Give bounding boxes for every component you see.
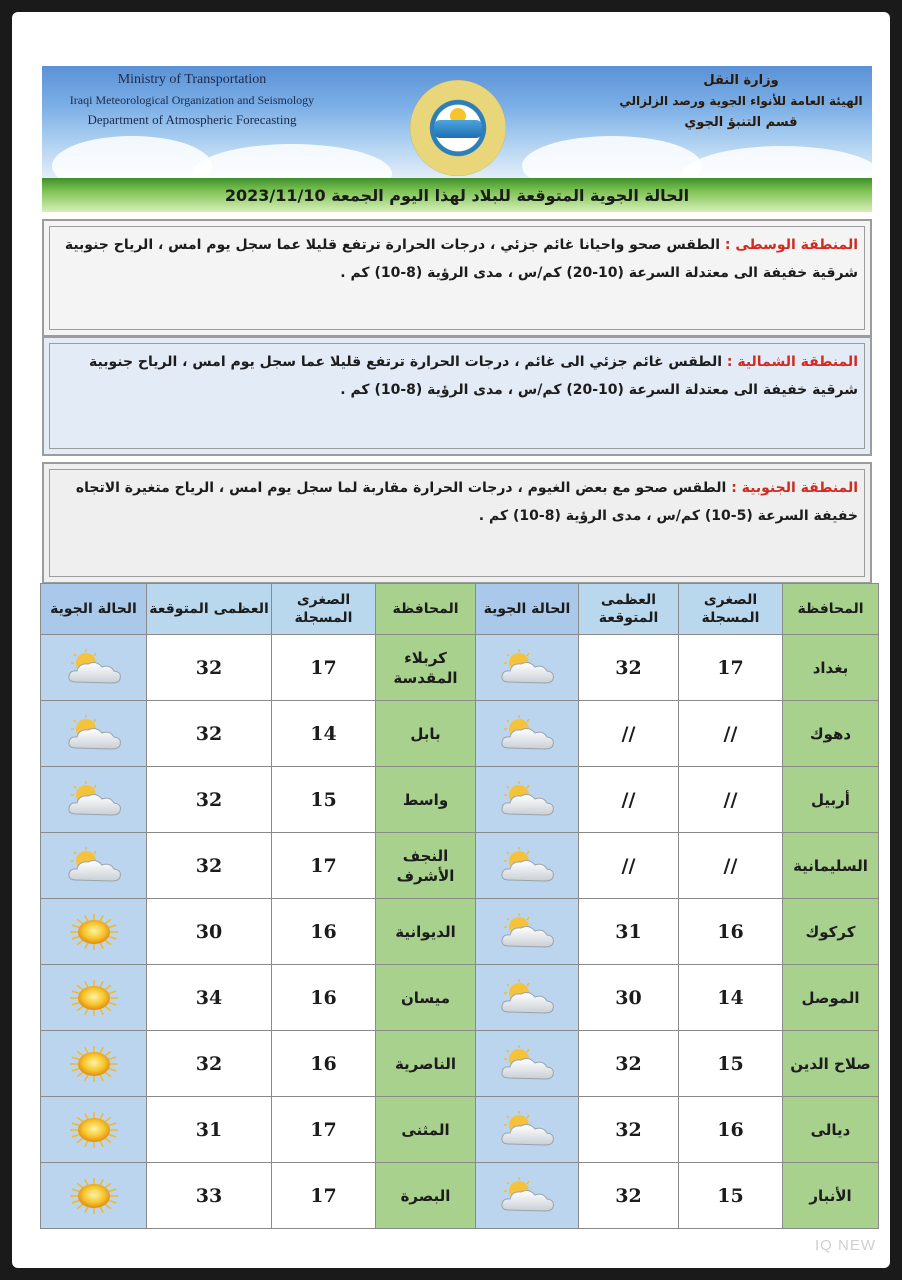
min-temp-cell: 17 bbox=[679, 635, 783, 701]
table-row bbox=[41, 635, 879, 701]
region-north-text bbox=[49, 343, 865, 449]
weather-cell bbox=[41, 635, 147, 701]
weather-cell bbox=[476, 965, 579, 1031]
region-name: المنطقة الجنوبية : bbox=[731, 480, 858, 496]
max-temp-cell: 32 bbox=[579, 1097, 679, 1163]
governorate-cell: الموصل bbox=[783, 965, 879, 1031]
weather-cell bbox=[476, 635, 579, 701]
partly-cloudy-icon bbox=[495, 1185, 559, 1204]
logo-waves-icon bbox=[434, 120, 482, 138]
min-temp-cell: 16 bbox=[272, 1031, 376, 1097]
region-south-box bbox=[42, 462, 872, 584]
header-min-temp: الصغرى المسجلة bbox=[679, 584, 783, 635]
department-name-ar: قسم التنبؤ الجوي bbox=[684, 115, 798, 130]
table-row bbox=[41, 965, 879, 1031]
banner-cloud bbox=[52, 136, 212, 178]
region-name: المنطقة الوسطى : bbox=[724, 237, 858, 253]
department-name-en: Department of Atmospheric Forecasting bbox=[87, 112, 297, 127]
min-temp-cell: // bbox=[679, 701, 783, 767]
min-temp-cell: 16 bbox=[679, 899, 783, 965]
max-temp-cell: 32 bbox=[147, 1031, 272, 1097]
partly-cloudy-icon bbox=[62, 657, 126, 676]
partly-cloudy-icon bbox=[495, 1053, 559, 1072]
governorate-cell: الأنبار bbox=[783, 1163, 879, 1229]
min-temp-cell: 15 bbox=[679, 1031, 783, 1097]
weather-cell bbox=[41, 1031, 147, 1097]
weather-cell bbox=[476, 1031, 579, 1097]
max-temp-cell: 32 bbox=[579, 635, 679, 701]
region-description: الطقس صحو واحيانا غائم جزئي ، درجات الحرارة ترتفع قليلا عما سجل يوم امس ، الرياح جنوبية شرقية خفيفة الى معتدلة السرعة (10-20) كم/س ، مدى الرؤية (8-10) كم . bbox=[64, 237, 858, 281]
table-row bbox=[41, 767, 879, 833]
weather-cell bbox=[476, 899, 579, 965]
sunny-icon bbox=[62, 921, 126, 940]
table-row bbox=[41, 1097, 879, 1163]
max-temp-cell: 32 bbox=[579, 1163, 679, 1229]
region-central-text bbox=[49, 226, 865, 330]
min-temp-cell: 17 bbox=[272, 635, 376, 701]
max-temp-cell: // bbox=[579, 833, 679, 899]
min-temp-cell: 14 bbox=[679, 965, 783, 1031]
banner-cloud bbox=[682, 146, 872, 178]
min-temp-cell: // bbox=[679, 833, 783, 899]
governorate-cell: ديالى bbox=[783, 1097, 879, 1163]
max-temp-cell: 33 bbox=[147, 1163, 272, 1229]
header-weather: الحالة الجوية bbox=[41, 584, 147, 635]
min-temp-cell: 16 bbox=[679, 1097, 783, 1163]
governorate-cell: أربيل bbox=[783, 767, 879, 833]
organization-name-en: Iraqi Meteorological Organization and Seismology bbox=[69, 93, 315, 107]
weather-cell bbox=[476, 1163, 579, 1229]
header-english bbox=[42, 70, 342, 130]
forecast-title-bar bbox=[42, 178, 872, 212]
max-temp-cell: // bbox=[579, 767, 679, 833]
region-name: المنطقة الشمالية : bbox=[726, 354, 858, 370]
partly-cloudy-icon bbox=[495, 1119, 559, 1138]
governorate-cell: دهوك bbox=[783, 701, 879, 767]
governorate-cell: البصرة bbox=[376, 1163, 476, 1229]
region-south-text bbox=[49, 469, 865, 577]
governorate-cell: الديوانية bbox=[376, 899, 476, 965]
banner-cloud bbox=[522, 136, 702, 178]
banner-cloud bbox=[192, 144, 392, 178]
min-temp-cell: 16 bbox=[272, 965, 376, 1031]
governorate-cell: صلاح الدين bbox=[783, 1031, 879, 1097]
region-central-box bbox=[42, 219, 872, 337]
governorate-cell: بغداد bbox=[783, 635, 879, 701]
governorate-cell: ميسان bbox=[376, 965, 476, 1031]
header-arabic bbox=[616, 70, 866, 133]
sunny-icon bbox=[62, 1185, 126, 1204]
weather-cell bbox=[476, 833, 579, 899]
meteorology-seal-logo bbox=[410, 80, 506, 176]
forecast-title: الحالة الجوية المتوقعة للبلاد لهذا اليوم الجمعة 2023/11/10 bbox=[224, 185, 690, 205]
max-temp-cell: 30 bbox=[579, 965, 679, 1031]
partly-cloudy-icon bbox=[495, 789, 559, 808]
governorate-cell: كربلاء المقدسة bbox=[376, 635, 476, 701]
header-weather: الحالة الجوية bbox=[476, 584, 579, 635]
partly-cloudy-icon bbox=[495, 657, 559, 676]
max-temp-cell: 32 bbox=[147, 635, 272, 701]
header-governorate: المحافظة bbox=[783, 584, 879, 635]
table-row bbox=[41, 833, 879, 899]
min-temp-cell: 14 bbox=[272, 701, 376, 767]
header-max-temp: العظمى المتوقعة bbox=[579, 584, 679, 635]
max-temp-cell: 30 bbox=[147, 899, 272, 965]
min-temp-cell: 17 bbox=[272, 1097, 376, 1163]
header-banner bbox=[42, 66, 872, 178]
max-temp-cell: // bbox=[579, 701, 679, 767]
weather-cell bbox=[41, 833, 147, 899]
max-temp-cell: 34 bbox=[147, 965, 272, 1031]
weather-cell bbox=[41, 701, 147, 767]
partly-cloudy-icon bbox=[62, 789, 126, 808]
watermark: IQ NEW bbox=[815, 1237, 876, 1254]
header-max-temp: العظمى المتوقعة bbox=[147, 584, 272, 635]
min-temp-cell: 16 bbox=[272, 899, 376, 965]
min-temp-cell: 17 bbox=[272, 833, 376, 899]
partly-cloudy-icon bbox=[495, 921, 559, 940]
weather-cell bbox=[41, 767, 147, 833]
governorate-cell: الناصرية bbox=[376, 1031, 476, 1097]
forecast-table bbox=[40, 583, 879, 1229]
table-row bbox=[41, 1163, 879, 1229]
forecast-sheet bbox=[12, 12, 890, 1268]
table-row bbox=[41, 899, 879, 965]
partly-cloudy-icon bbox=[62, 723, 126, 742]
table-row bbox=[41, 701, 879, 767]
min-temp-cell: 17 bbox=[272, 1163, 376, 1229]
sunny-icon bbox=[62, 987, 126, 1006]
weather-cell bbox=[476, 767, 579, 833]
governorate-cell: المثنى bbox=[376, 1097, 476, 1163]
partly-cloudy-icon bbox=[495, 855, 559, 874]
max-temp-cell: 32 bbox=[147, 767, 272, 833]
min-temp-cell: // bbox=[679, 767, 783, 833]
max-temp-cell: 31 bbox=[579, 899, 679, 965]
partly-cloudy-icon bbox=[62, 855, 126, 874]
region-description: الطقس صحو مع بعض الغيوم ، درجات الحرارة مقاربة لما سجل يوم امس ، الرياح متغيرة الاتجاه خفيفة السرعة (5-10) كم/س ، مدى الرؤية (8-10) كم . bbox=[75, 480, 858, 524]
organization-name-ar: الهيئة العامة للأنواء الجوية ورصد الزلزالي bbox=[619, 94, 863, 108]
sunny-icon bbox=[62, 1053, 126, 1072]
header-min-temp: الصغرى المسجلة bbox=[272, 584, 376, 635]
weather-cell bbox=[41, 965, 147, 1031]
ministry-name-ar: وزارة النقل bbox=[703, 73, 779, 88]
weather-cell bbox=[476, 1097, 579, 1163]
weather-cell bbox=[476, 701, 579, 767]
header-governorate: المحافظة bbox=[376, 584, 476, 635]
governorate-cell: السليمانية bbox=[783, 833, 879, 899]
min-temp-cell: 15 bbox=[679, 1163, 783, 1229]
table-row bbox=[41, 1031, 879, 1097]
weather-cell bbox=[41, 899, 147, 965]
max-temp-cell: 32 bbox=[579, 1031, 679, 1097]
max-temp-cell: 32 bbox=[147, 701, 272, 767]
governorate-cell: بابل bbox=[376, 701, 476, 767]
max-temp-cell: 31 bbox=[147, 1097, 272, 1163]
governorate-cell: واسط bbox=[376, 767, 476, 833]
region-north-box bbox=[42, 336, 872, 456]
sunny-icon bbox=[62, 1119, 126, 1138]
weather-cell bbox=[41, 1163, 147, 1229]
weather-cell bbox=[41, 1097, 147, 1163]
governorate-cell: النجف الأشرف bbox=[376, 833, 476, 899]
partly-cloudy-icon bbox=[495, 987, 559, 1006]
min-temp-cell: 15 bbox=[272, 767, 376, 833]
partly-cloudy-icon bbox=[495, 723, 559, 742]
ministry-name-en: Ministry of Transportation bbox=[117, 72, 267, 87]
governorate-cell: كركوك bbox=[783, 899, 879, 965]
max-temp-cell: 32 bbox=[147, 833, 272, 899]
table-header-row bbox=[41, 584, 879, 635]
region-description: الطقس غائم جزئي الى غائم ، درجات الحرارة ترتفع قليلا عما سجل يوم امس ، الرياح جنوبية شرقية خفيفة الى معتدلة السرعة (10-20) كم/س ، مدى الرؤية (8-10) كم . bbox=[89, 354, 858, 398]
